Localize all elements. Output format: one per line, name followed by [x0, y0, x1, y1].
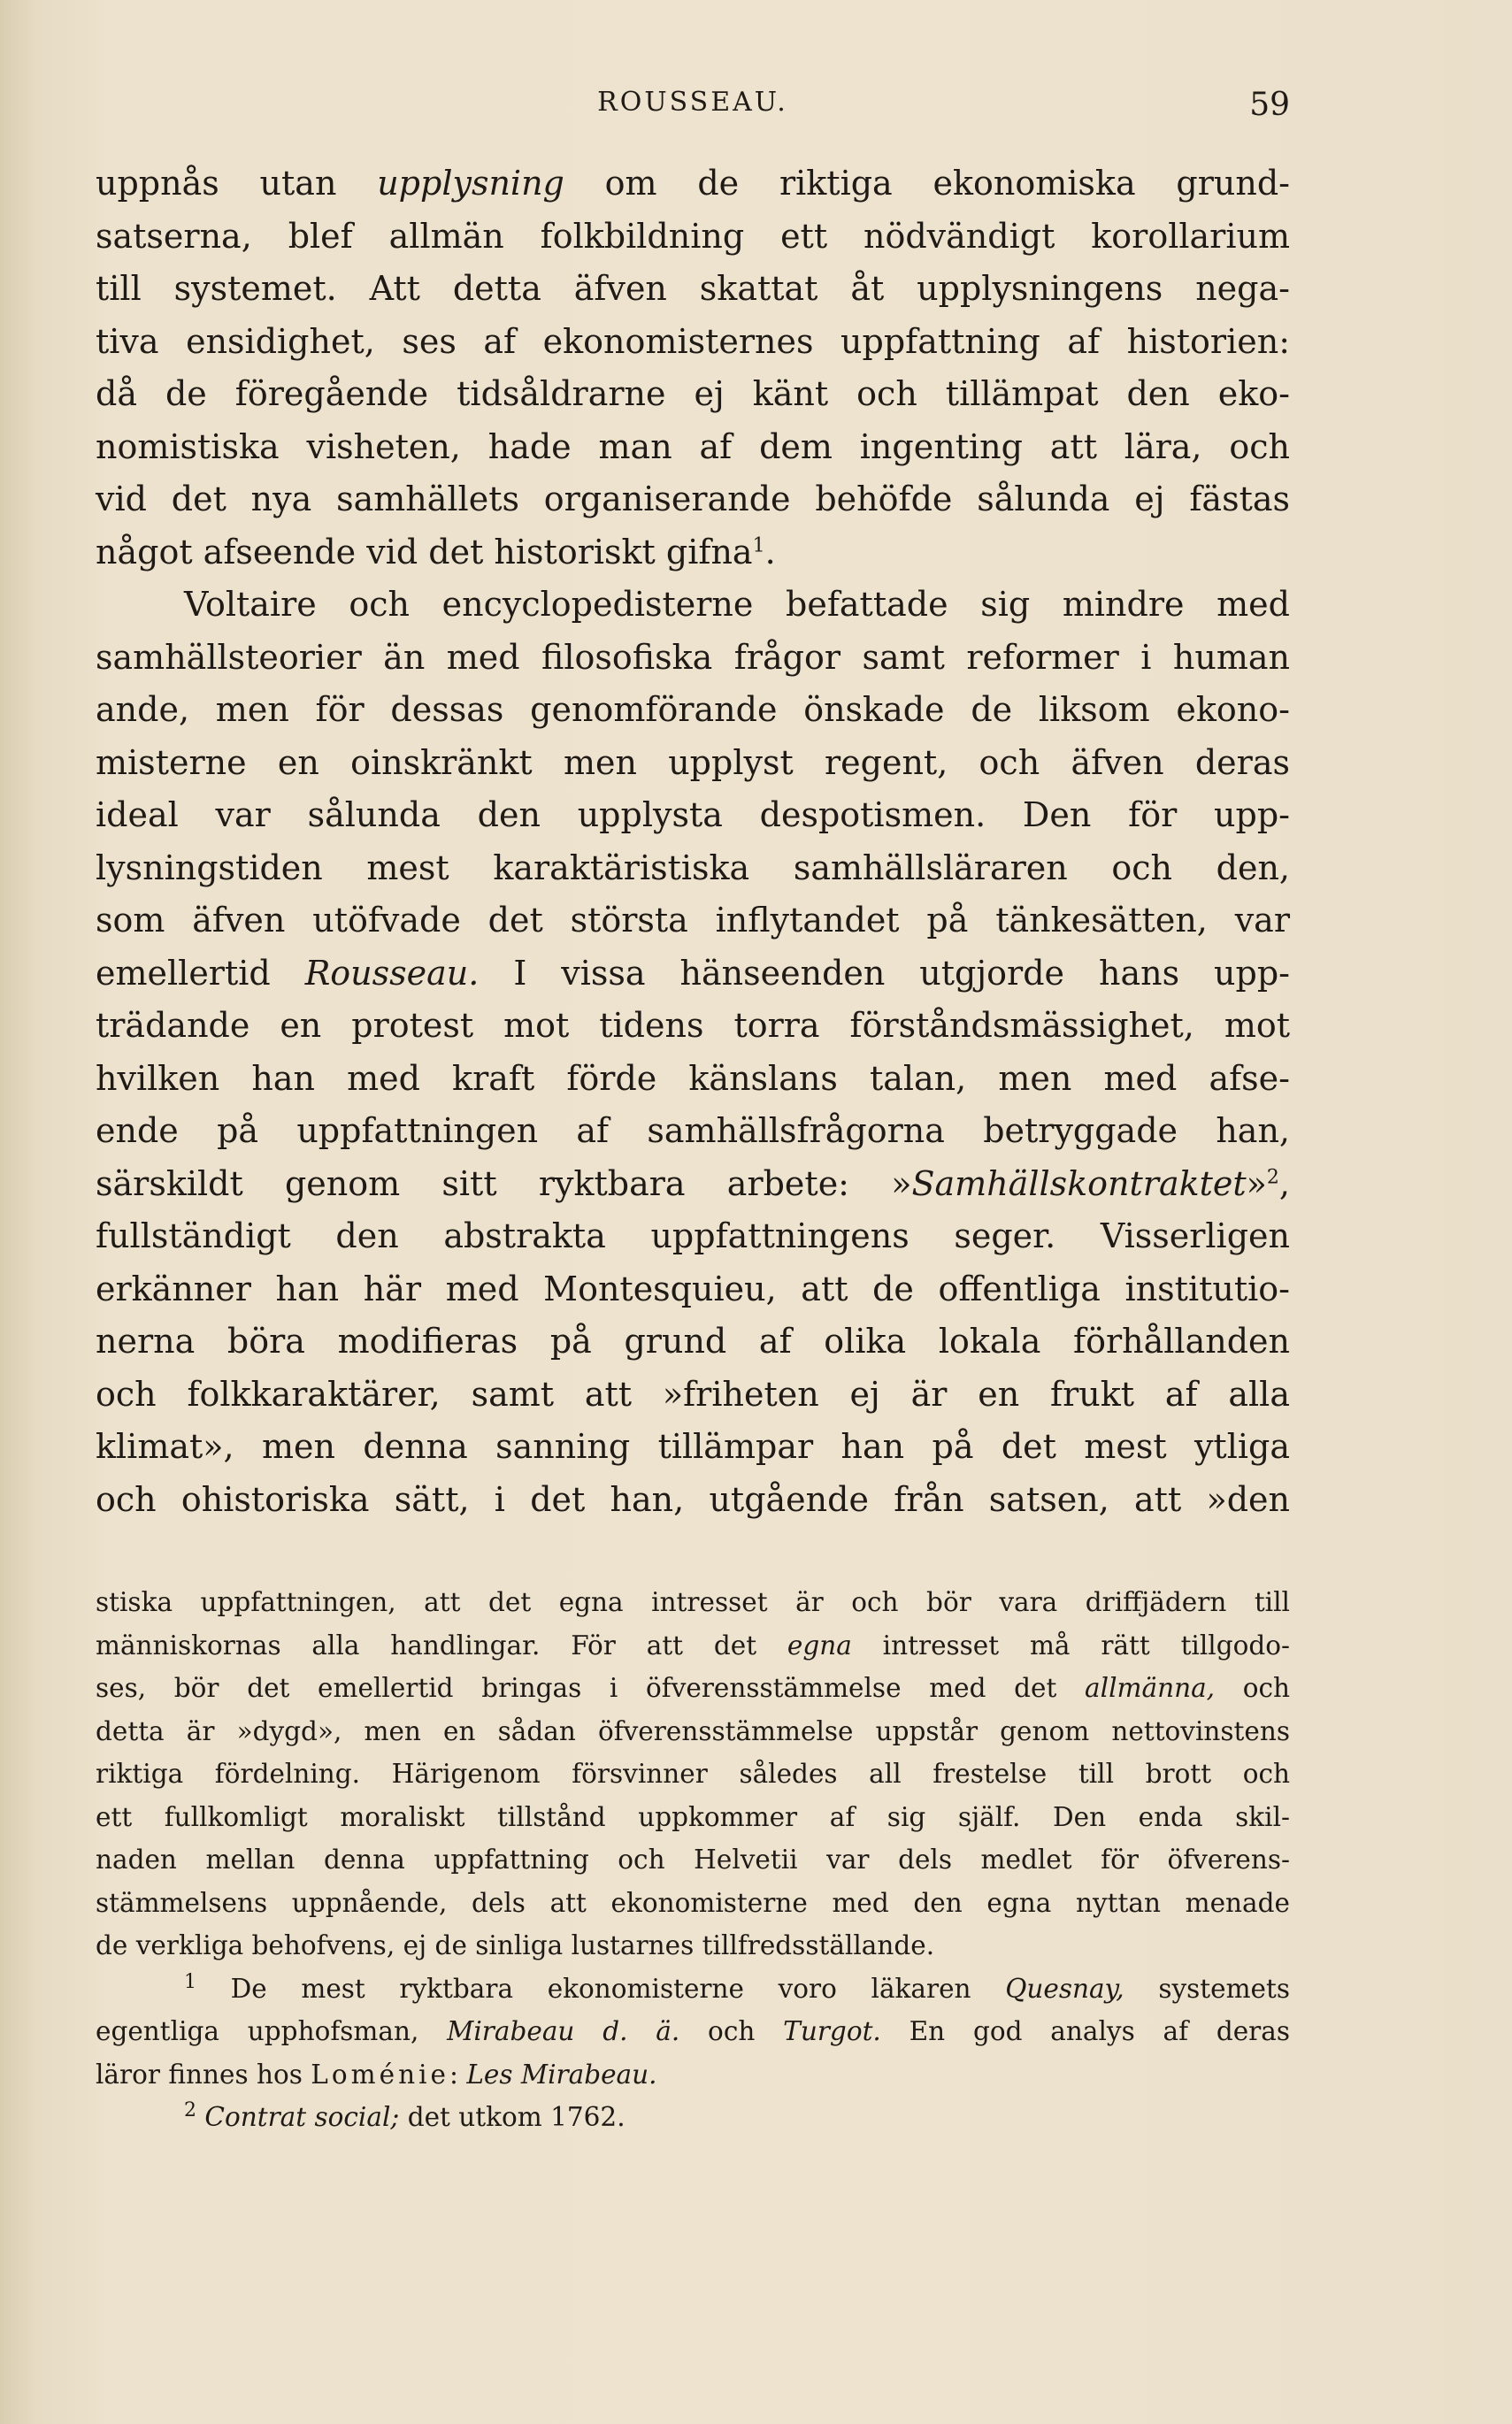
- footnote-line: riktiga fördelning. Härigenom försvinner således all frestelse till brott och: [96, 1759, 1290, 1789]
- footnote-line: egentliga upphofsman, Mirabeau d. ä. och Turgot. En god analys af deras: [96, 2016, 1290, 2046]
- footnote-line: naden mellan denna uppfattning och Helvetii var dels medlet för öfverens-: [96, 1845, 1290, 1875]
- text-line: klimat», men denna sanning tillämpar han på det mest ytliga: [96, 1427, 1290, 1466]
- text-line: fullständigt den abstrakta uppfattningens seger. Visserligen: [96, 1216, 1290, 1255]
- text-line: då de föregående tidsåldrarne ej känt och tillämpat den eko-: [96, 374, 1290, 413]
- footnote-line: stiska uppfattningen, att det egna intresset är och bör vara driffjädern till: [96, 1587, 1290, 1617]
- footnote-line: läror finnes hos Loménie: Les Mirabeau.: [96, 2059, 657, 2090]
- footnote-line: stämmelsens uppnående, dels att ekonomisterne med den egna nyttan menade: [96, 1887, 1290, 1918]
- text-line: samhällsteorier än med filosofiska frågor samt reformer i human: [96, 637, 1290, 677]
- footnote-line: detta är »dygd», men en sådan öfverensstämmelse uppstår genom nettovinstens: [96, 1715, 1290, 1746]
- footnote-mark: 2: [184, 2099, 196, 2122]
- work-title: Samhällskontraktet: [911, 1163, 1247, 1203]
- main-text: [96, 157, 1290, 1526]
- text-line: satserna, blef allmän folkbildning ett nödvändigt korollarium: [96, 216, 1290, 256]
- text-line: ideal var sålunda den upplysta despotismen. Den för upp-: [96, 795, 1290, 834]
- footnotes: [96, 1581, 1290, 2139]
- text-line: till systemet. Att detta äfven skattat åt upplysningens nega-: [96, 269, 1290, 308]
- footnote-line: de verkliga behofvens, ej de sinliga lustarnes tillfredsställande.: [96, 1930, 935, 1960]
- page-header: [96, 87, 1290, 131]
- text-line: särskildt genom sitt ryktbara arbete: »Samhällskontraktet»$^2$,: [96, 1163, 1290, 1203]
- text-line: uppnås utan upplysning om de riktiga ekonomiska grund-: [96, 164, 1290, 203]
- text-line: vid det nya samhällets organiserande behöfde sålunda ej fästas: [96, 479, 1290, 518]
- text-line: som äfven utöfvade det största inflytandet på tänkesätten, var: [96, 901, 1290, 940]
- text-line: och ohistoriska sätt, i det han, utgående från satsen, att »den: [96, 1479, 1290, 1519]
- footnote-line: ses, bör det emellertid bringas i öfverensstämmelse med det allmänna, och: [96, 1673, 1290, 1703]
- page-number: 59: [1249, 87, 1290, 123]
- text-line: emellertid Rousseau. I vissa hänseenden utgjorde hans upp-: [96, 953, 1290, 993]
- footnote-line: människornas alla handlingar. För att det egna intresset må rätt tillgodo-: [96, 1630, 1290, 1661]
- emphasis: upplysning: [377, 164, 564, 203]
- text-line: lysningstiden mest karaktäristiska samhällsläraren och den,: [96, 848, 1290, 887]
- text-line: trädande en protest mot tidens torra förståndsmässighet, mot: [96, 1006, 1290, 1045]
- footnote-1: $^1$ De mest ryktbara ekonomisterne voro läkaren Quesnay, systemets: [184, 1970, 1290, 2004]
- footnote-line: ett fullkomligt moraliskt tillstånd uppkommer af sig själf. Den enda skil-: [96, 1801, 1290, 1832]
- footnote-2: $^2$ Contrat social; det utkom 1762.: [184, 2099, 626, 2132]
- footnote-mark: 1: [184, 1970, 196, 1993]
- text-line: och folkkaraktärer, samt att »friheten ej är en frukt af alla: [96, 1374, 1290, 1414]
- text-line: hvilken han med kraft förde känslans talan, men med afse-: [96, 1058, 1290, 1098]
- text-line: något afseende vid det historiskt gifna$^1$.: [96, 532, 776, 571]
- text-line: erkänner han här med Montesquieu, att de offentliga institutio-: [96, 1269, 1290, 1308]
- text-line: nomistiska visheten, hade man af dem ingenting att lära, och: [96, 426, 1290, 466]
- footnote-ref: 1: [752, 533, 765, 556]
- text-line: tiva ensidighet, ses af ekonomisternes uppfattning af historien:: [96, 321, 1290, 361]
- text-line: misterne en oinskränkt men upplyst regent, och äfven deras: [96, 742, 1290, 782]
- running-head: ROUSSEAU.: [597, 87, 788, 118]
- text-line: Voltaire och encyclopedisterne befattade sig mindre med: [184, 585, 1290, 624]
- text-line: nerna böra modifieras på grund af olika lokala förhållanden: [96, 1322, 1290, 1361]
- text-line: ande, men för dessas genomförande önskade de liksom ekono-: [96, 690, 1290, 729]
- author-name: Rousseau.: [304, 953, 480, 993]
- footnote-ref: 2: [1266, 1165, 1279, 1188]
- text-line: ende på uppfattningen af samhällsfrågorna betryggade han,: [96, 1111, 1290, 1150]
